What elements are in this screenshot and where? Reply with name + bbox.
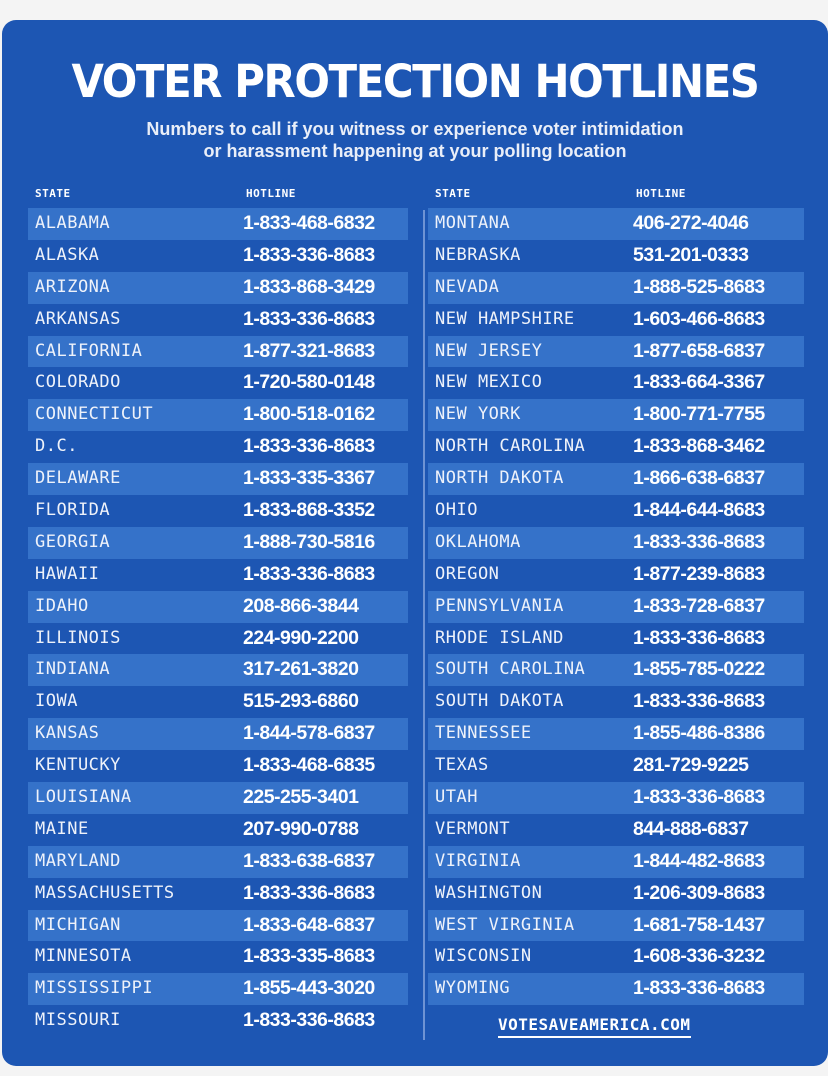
state-name: OREGON (435, 563, 500, 584)
state-name: ALASKA (35, 244, 100, 265)
hotline-number[interactable]: 1-833-336-8683 (243, 562, 375, 585)
hotline-row (28, 973, 408, 1005)
state-name: MISSOURI (35, 1010, 121, 1031)
hotline-row (28, 686, 408, 718)
state-name: SOUTH DAKOTA (435, 691, 564, 712)
state-name: NORTH DAKOTA (435, 468, 564, 489)
state-name: HAWAII (35, 563, 100, 584)
state-name: IDAHO (35, 595, 89, 616)
hotline-number[interactable]: 1-877-239-8683 (633, 562, 765, 585)
hotline-row (28, 208, 408, 240)
subtitle-line-1: Numbers to call if you witness or experience voter intimidation (146, 119, 684, 139)
hotline-number[interactable]: 1-720-580-0148 (243, 371, 375, 394)
state-name: MAINE (35, 818, 89, 839)
hotline-number[interactable]: 1-833-335-3367 (243, 467, 375, 490)
hotline-number[interactable]: 1-866-638-6837 (633, 467, 765, 490)
hotline-number[interactable]: 1-800-771-7755 (633, 403, 765, 426)
hotline-number[interactable]: 1-833-664-3367 (633, 371, 765, 394)
hotline-number[interactable]: 1-833-336-8683 (633, 786, 765, 809)
hotline-number[interactable]: 1-833-468-6835 (243, 754, 375, 777)
column-divider (423, 210, 425, 1040)
hotline-row (428, 846, 804, 878)
state-name: GEORGIA (35, 531, 111, 552)
hotline-row (428, 686, 804, 718)
hotline-row (428, 910, 804, 942)
hotline-number[interactable]: 1-888-730-5816 (243, 530, 375, 553)
hotline-row (28, 240, 408, 272)
hotline-number[interactable]: 1-833-336-8683 (633, 626, 765, 649)
hotline-row (28, 878, 408, 910)
hotline-number[interactable]: 1-206-309-8683 (633, 881, 765, 904)
state-name: NEVADA (435, 276, 500, 297)
left-hotline-list (28, 208, 408, 1037)
hotline-number[interactable]: 1-833-868-3429 (243, 275, 375, 298)
state-name: NEW YORK (435, 404, 521, 425)
hotline-row (428, 208, 804, 240)
hotline-number[interactable]: 1-833-336-8683 (633, 977, 765, 1000)
hotline-number[interactable]: 406-272-4046 (633, 212, 749, 234)
state-name: LOUISIANA (35, 787, 132, 808)
hotline-row (428, 272, 804, 304)
hotline-number[interactable]: 1-833-336-8683 (243, 1009, 375, 1032)
hotline-row (428, 399, 804, 431)
left-hotline-header: HOTLINE (246, 187, 296, 200)
hotline-row (28, 591, 408, 623)
hotline-row (28, 336, 408, 368)
state-name: TEXAS (435, 755, 489, 776)
hotline-number[interactable]: 1-833-468-6832 (243, 212, 375, 234)
hotline-row (428, 527, 804, 559)
state-name: OKLAHOMA (435, 531, 521, 552)
hotlines-card (2, 20, 828, 1066)
subtitle-line-2: or harassment happening at your polling location (203, 141, 627, 161)
hotline-row (28, 1005, 408, 1037)
hotline-row (428, 240, 804, 272)
hotline-row (428, 336, 804, 368)
state-name: RHODE ISLAND (435, 627, 564, 648)
state-name: VERMONT (435, 818, 511, 839)
hotline-number[interactable]: 1-855-785-0222 (633, 658, 765, 681)
hotline-row (28, 623, 408, 655)
state-name: KANSAS (35, 723, 100, 744)
hotline-row (28, 718, 408, 750)
hotline-number[interactable]: 224-990-2200 (243, 626, 359, 649)
hotline-row (428, 495, 804, 527)
hotline-number[interactable]: 1-833-638-6837 (243, 849, 375, 872)
hotline-number[interactable]: 1-608-336-3232 (633, 945, 765, 968)
hotline-number[interactable]: 1-844-578-6837 (243, 722, 375, 745)
hotline-row (28, 272, 408, 304)
state-name: MASSACHUSETTS (35, 882, 175, 903)
hotline-number[interactable]: 1-855-486-8386 (633, 722, 765, 745)
hotline-number[interactable]: 1-833-868-3352 (243, 499, 375, 522)
website-link[interactable]: VOTESAVEAMERICA.COM (498, 1015, 691, 1038)
state-name: NEW HAMPSHIRE (435, 308, 575, 329)
state-name: PENNSYLVANIA (435, 595, 564, 616)
hotline-row (428, 591, 804, 623)
hotline-row (28, 463, 408, 495)
hotline-number[interactable]: 1-833-336-8683 (243, 307, 375, 330)
hotline-row (428, 367, 804, 399)
hotline-number[interactable]: 515-293-6860 (243, 690, 359, 713)
hotline-row (28, 304, 408, 336)
hotline-row (28, 814, 408, 846)
hotline-number[interactable]: 1-844-482-8683 (633, 849, 765, 872)
hotline-number[interactable]: 1-833-336-8683 (243, 243, 375, 266)
state-name: WASHINGTON (435, 882, 543, 903)
state-name: FLORIDA (35, 500, 111, 521)
hotline-number[interactable]: 1-833-728-6837 (633, 594, 765, 617)
hotline-number[interactable]: 1-833-868-3462 (633, 435, 765, 458)
hotline-number[interactable]: 208-866-3844 (243, 594, 359, 617)
page-title: VOTER PROTECTION HOTLINES (71, 55, 759, 108)
state-name: MISSISSIPPI (35, 978, 154, 999)
right-hotline-header: HOTLINE (636, 187, 686, 200)
hotline-row (28, 846, 408, 878)
hotline-number[interactable]: 1-833-335-8683 (243, 945, 375, 968)
hotline-row (28, 559, 408, 591)
state-name: ARKANSAS (35, 308, 121, 329)
hotline-row (428, 782, 804, 814)
hotline-number[interactable]: 1-877-658-6837 (633, 339, 765, 362)
hotline-row (28, 782, 408, 814)
hotline-row (428, 814, 804, 846)
state-name: WEST VIRGINIA (435, 914, 575, 935)
hotline-row (428, 559, 804, 591)
hotline-row (28, 495, 408, 527)
hotline-number[interactable]: 1-800-518-0162 (243, 403, 375, 426)
state-name: ILLINOIS (35, 627, 121, 648)
hotline-row (428, 878, 804, 910)
state-name: CALIFORNIA (35, 340, 143, 361)
hotline-number[interactable]: 317-261-3820 (243, 658, 359, 681)
hotline-row (28, 910, 408, 942)
hotline-row (28, 654, 408, 686)
hotline-number[interactable]: 1-833-336-8683 (633, 690, 765, 713)
state-name: WISCONSIN (435, 946, 532, 967)
hotline-row (28, 367, 408, 399)
hotline-number[interactable]: 281-729-9225 (633, 754, 749, 777)
state-name: CONNECTICUT (35, 404, 154, 425)
hotline-row (428, 750, 804, 782)
state-name: IOWA (35, 691, 78, 712)
hotline-number[interactable]: 1-603-466-8683 (633, 307, 765, 330)
state-name: UTAH (435, 787, 478, 808)
state-name: OHIO (435, 500, 478, 521)
right-state-header: STATE (435, 187, 471, 200)
hotline-row (428, 431, 804, 463)
right-hotline-list (428, 208, 804, 1005)
state-name: NEBRASKA (435, 244, 521, 265)
hotline-number[interactable]: 1-888-525-8683 (633, 275, 765, 298)
hotline-row (428, 463, 804, 495)
state-name: MINNESOTA (35, 946, 132, 967)
state-name: WYOMING (435, 978, 511, 999)
hotline-number[interactable]: 1-877-321-8683 (243, 339, 375, 362)
hotline-number[interactable]: 1-681-758-1437 (633, 913, 765, 936)
state-name: DELAWARE (35, 468, 121, 489)
hotline-row (428, 941, 804, 973)
hotline-number[interactable]: 1-844-644-8683 (633, 499, 765, 522)
hotline-row (28, 941, 408, 973)
state-name: MARYLAND (35, 850, 121, 871)
state-name: MICHIGAN (35, 914, 121, 935)
hotline-number[interactable]: 844-888-6837 (633, 817, 749, 840)
state-name: MONTANA (435, 213, 511, 233)
hotline-row (428, 654, 804, 686)
state-name: ARIZONA (35, 276, 111, 297)
left-state-header: STATE (35, 187, 71, 200)
state-name: NORTH CAROLINA (435, 436, 586, 457)
state-name: NEW MEXICO (435, 372, 543, 393)
hotline-row (28, 431, 408, 463)
state-name: NEW JERSEY (435, 340, 543, 361)
state-name: COLORADO (35, 372, 121, 393)
hotline-number[interactable]: 1-855-443-3020 (243, 977, 375, 1000)
hotline-row (28, 750, 408, 782)
hotline-number[interactable]: 531-201-0333 (633, 243, 749, 266)
hotline-row (28, 399, 408, 431)
state-name: SOUTH CAROLINA (435, 659, 586, 680)
state-name: D.C. (35, 436, 78, 457)
hotline-row (428, 718, 804, 750)
hotline-row (28, 527, 408, 559)
state-name: KENTUCKY (35, 755, 121, 776)
hotline-row (428, 623, 804, 655)
hotline-number[interactable]: 207-990-0788 (243, 817, 359, 840)
hotline-number[interactable]: 1-833-336-8683 (243, 881, 375, 904)
state-name: INDIANA (35, 659, 111, 680)
state-name: TENNESSEE (435, 723, 532, 744)
hotline-number[interactable]: 1-833-648-6837 (243, 913, 375, 936)
hotline-number[interactable]: 225-255-3401 (243, 786, 359, 809)
hotline-number[interactable]: 1-833-336-8683 (243, 435, 375, 458)
state-name: VIRGINIA (435, 850, 521, 871)
hotline-row (428, 973, 804, 1005)
state-name: ALABAMA (35, 213, 111, 233)
hotline-number[interactable]: 1-833-336-8683 (633, 530, 765, 553)
hotline-row (428, 304, 804, 336)
